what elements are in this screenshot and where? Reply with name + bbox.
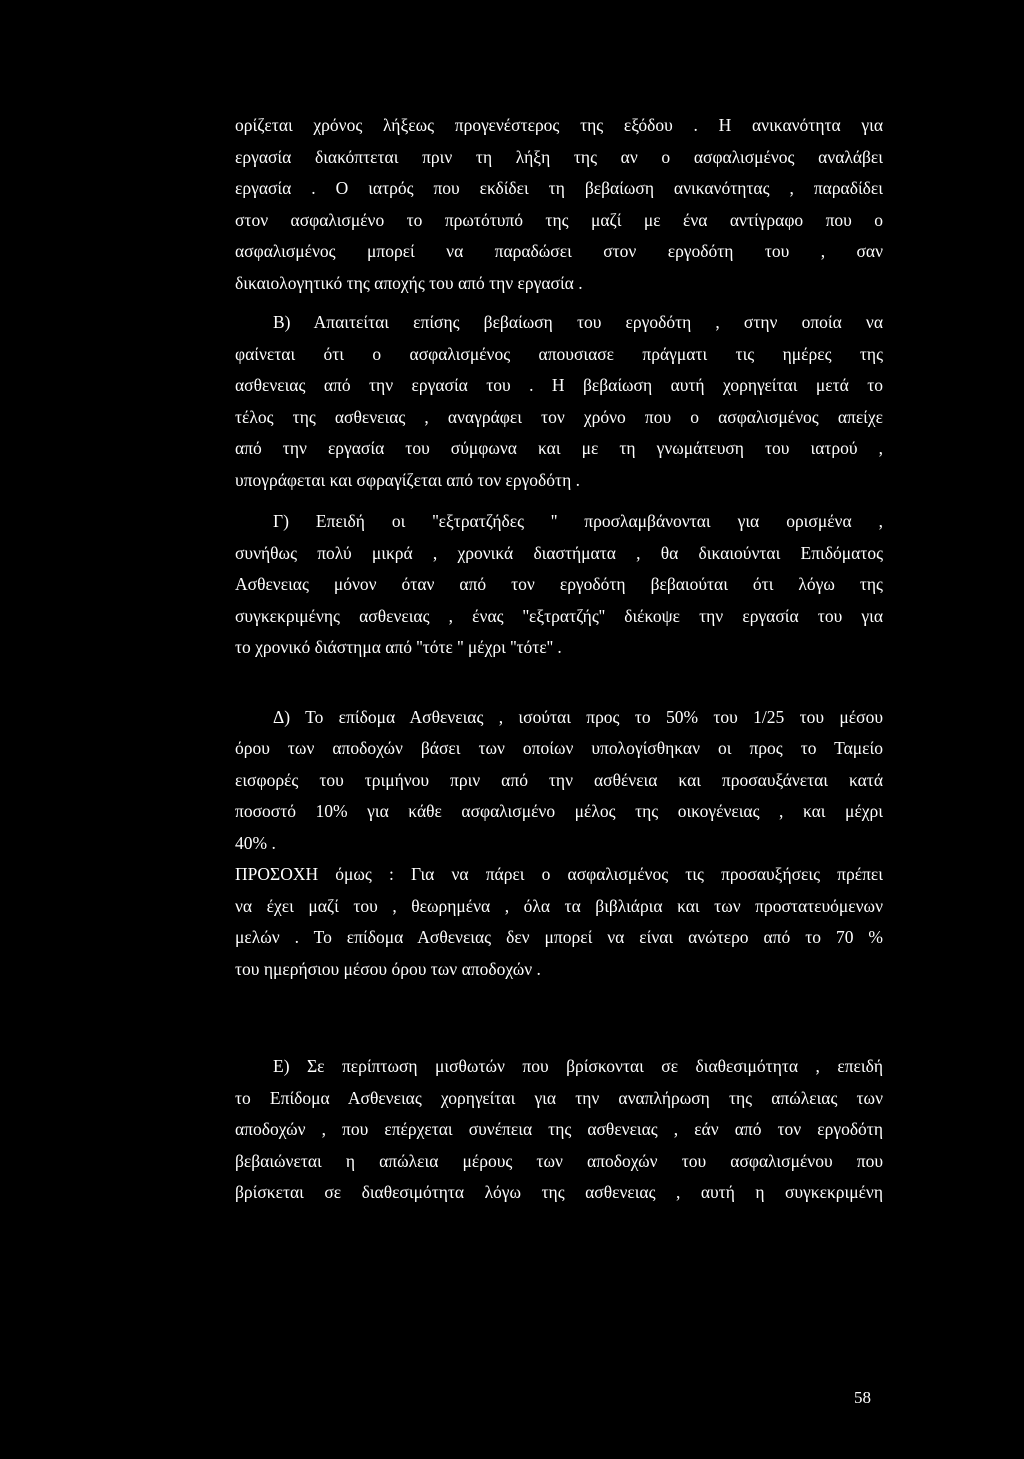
text-line: Ε) Σε περίπτωση μισθωτών που βρίσκονται σε διαθεσιμότητα , επειδή xyxy=(273,1056,883,1076)
page-number: 58 xyxy=(854,1388,871,1407)
text-line: Β) Απαιτείται επίσης βεβαίωση του εργοδότη , στην οποία να xyxy=(273,312,883,332)
paragraph-intro xyxy=(235,110,883,299)
text-line: εισφορές του τριμήνου πριν από την ασθένεια και προσαυξάνεται κατά xyxy=(235,769,883,790)
paragraph-b xyxy=(235,307,883,496)
text-line: το Επίδομα Ασθενειας χορηγείται για την αναπλήρωση της απώλειας των xyxy=(235,1087,883,1108)
text-line: στον ασφαλισμένο το πρωτότυπό της μαζί με ένα αντίγραφο που ο xyxy=(235,209,883,230)
text-line: τέλος της ασθενειας , αναγράφει τον χρόνο που ο ασφαλισμένος απείχε xyxy=(235,406,883,427)
text-line: ορίζεται χρόνος λήξεως προγενέστερος της εξόδου . Η ανικανότητα για xyxy=(235,115,883,135)
text-line: Δ) Το επίδομα Ασθενειας , ισούται προς το 50% του 1/25 του μέσου xyxy=(273,706,883,727)
text-line: μελών . Το επίδομα Ασθενειας δεν μπορεί να είναι ανώτερο από το 70 % xyxy=(235,927,883,947)
text-line: από την εργασία του σύμφωνα και με τη γνωμάτευση του ιατρού , xyxy=(235,438,883,458)
text-line: συνήθως πολύ μικρά , χρονικά διαστήματα , θα δικαιούνται Επιδόματος xyxy=(235,542,883,563)
text-line: ΠΡΟΣΟΧΗ όμως : Για να πάρει ο ασφαλισμένος τις προσαυξήσεις πρέπει xyxy=(235,864,883,884)
text-line: 40% . xyxy=(235,832,276,853)
text-line: υπογράφεται και σφραγίζεται από τον εργοδότη . xyxy=(235,469,580,490)
text-line: Ασθενειας μόνον όταν από τον εργοδότη βεβαιούται ότι λόγω της xyxy=(235,574,883,594)
text-line: Γ) Επειδή οι ''εξτρατζήδες '' προσλαμβάνονται για ορισμένα , xyxy=(273,511,883,531)
text-line: ασθενειας από την εργασία του . Η βεβαίωση αυτή χορηγείται μετά το xyxy=(235,375,883,395)
text-line: φαίνεται ότι ο ασφαλισμένος απουσιασε πράγματι τις ημέρες της xyxy=(235,343,883,364)
text-line: του ημερήσιου μέσου όρου των αποδοχών . xyxy=(235,958,541,979)
text-line: εργασία διακόπτεται πριν τη λήξη της αν ο ασφαλισμένος αναλάβει xyxy=(235,146,883,167)
paragraph-e xyxy=(235,1051,883,1209)
text-line: όρου των αποδοχών βάσει των οποίων υπολογίσθηκαν οι προς το Ταμείο xyxy=(235,738,883,758)
text-line: ποσοστό 10% για κάθε ασφαλισμένο μέλος της οικογένειας , και μέχρι xyxy=(235,801,883,821)
text-line: βεβαιώνεται η απώλεια μέρους των αποδοχών του ασφαλισμένου που xyxy=(235,1150,883,1171)
text-line: αποδοχών , που επέρχεται συνέπεια της ασθενειας , εάν από τον εργοδότη xyxy=(235,1119,883,1139)
text-line: το χρονικό διάστημα από ''τότε '' μέχρι ''τότε'' . xyxy=(235,637,562,657)
text-line: δικαιολογητικό της αποχής του από την εργασία . xyxy=(235,272,583,293)
document-page xyxy=(235,100,883,1209)
text-line: ασφαλισμένος μπορεί να παραδώσει στον εργοδότη του , σαν xyxy=(235,241,883,261)
text-line: εργασία . Ο ιατρός που εκδίδει τη βεβαίωση ανικανότητας , παραδίδει xyxy=(235,178,883,198)
paragraph-g xyxy=(235,506,883,664)
text-line: βρίσκεται σε διαθεσιμότητα λόγω της ασθενειας , αυτή η συγκεκριμένη xyxy=(235,1182,883,1202)
paragraph-d xyxy=(235,702,883,860)
text-line: να έχει μαζί του , θεωρημένα , όλα τα βιβλιάρια και των προστατευόμενων xyxy=(235,895,883,916)
paragraph-attention xyxy=(235,859,883,985)
text-line: συγκεκριμένης ασθενειας , ένας ''εξτρατζής'' διέκοψε την εργασία του για xyxy=(235,605,883,626)
